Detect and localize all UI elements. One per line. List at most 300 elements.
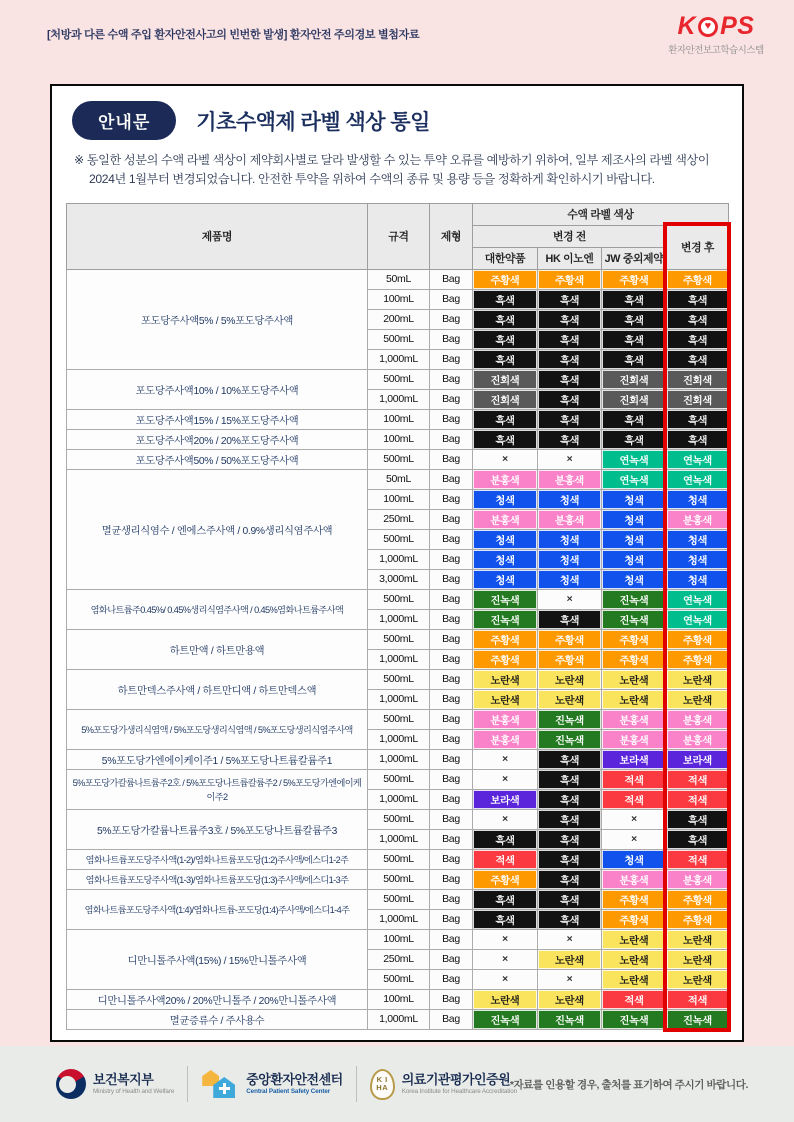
before-color-cell: 흑색: [538, 349, 602, 369]
form-cell: Bag: [430, 569, 473, 589]
before-color-cell: 흑색: [538, 849, 602, 869]
table-row: [67, 629, 729, 649]
before-color-cell: 분홍색: [602, 869, 667, 889]
before-color-cell: 주황색: [473, 649, 538, 669]
before-color-cell: 주황색: [602, 909, 667, 929]
before-color-cell: ×: [538, 589, 602, 609]
col-header-maker-1: HK 이노엔: [538, 247, 602, 269]
form-cell: Bag: [430, 749, 473, 769]
footer-divider: [187, 1066, 188, 1102]
col-header-product: 제품명: [67, 203, 368, 269]
after-color-cell: 적색: [667, 769, 729, 789]
table-head: [67, 203, 729, 269]
before-color-cell: 적색: [602, 769, 667, 789]
after-color-cell: 적색: [667, 789, 729, 809]
before-color-cell: 노란색: [602, 949, 667, 969]
before-color-cell: 진회색: [602, 389, 667, 409]
spec-cell: 500mL: [368, 369, 430, 389]
before-color-cell: 흑색: [538, 329, 602, 349]
spec-cell: 1,000mL: [368, 1009, 430, 1029]
before-color-cell: 연녹색: [602, 469, 667, 489]
form-cell: Bag: [430, 649, 473, 669]
before-color-cell: 노란색: [538, 689, 602, 709]
after-color-cell: 노란색: [667, 969, 729, 989]
spec-cell: 100mL: [368, 489, 430, 509]
kops-wordmark: [664, 14, 768, 39]
before-color-cell: 분홍색: [473, 469, 538, 489]
table-body: [67, 269, 729, 1029]
form-cell: Bag: [430, 289, 473, 309]
form-cell: Bag: [430, 1009, 473, 1029]
before-color-cell: 분홍색: [473, 509, 538, 529]
spec-cell: 250mL: [368, 509, 430, 529]
after-color-cell: 분홍색: [667, 869, 729, 889]
table-row: [67, 589, 729, 609]
spec-cell: 100mL: [368, 929, 430, 949]
before-color-cell: ×: [473, 809, 538, 829]
table-row: [67, 929, 729, 949]
before-color-cell: ×: [473, 969, 538, 989]
spec-cell: 500mL: [368, 669, 430, 689]
form-cell: Bag: [430, 349, 473, 369]
spec-cell: 500mL: [368, 529, 430, 549]
before-color-cell: 진녹색: [602, 589, 667, 609]
spec-cell: 100mL: [368, 289, 430, 309]
before-color-cell: 흑색: [538, 369, 602, 389]
spec-cell: 500mL: [368, 809, 430, 829]
before-color-cell: 흑색: [473, 409, 538, 429]
label-color-table: [66, 203, 729, 1030]
spec-cell: 250mL: [368, 949, 430, 969]
after-color-cell: 분홍색: [667, 729, 729, 749]
after-color-cell: 주황색: [667, 269, 729, 289]
after-color-cell: 주황색: [667, 889, 729, 909]
form-cell: Bag: [430, 529, 473, 549]
after-color-cell: 노란색: [667, 929, 729, 949]
spec-cell: 3,000mL: [368, 569, 430, 589]
notice-description: ※ 동일한 성분의 수액 라벨 색상이 제약회사별로 달라 발생할 수 있는 투약 오류를 예방하기 위하여, 일부 제조사의 라벨 색상이 2024년 1월부터 변경되었습니다. 안전한 투약을 위하여 수액의 종류 및 용량 등을 정확하게 확인하시기 바랍니다.: [74, 153, 710, 186]
product-cell: 하트만액 / 하트만용액: [67, 629, 368, 669]
before-color-cell: 흑색: [538, 749, 602, 769]
table-row: [67, 1009, 729, 1029]
form-cell: Bag: [430, 769, 473, 789]
product-cell: 염화나트륨주0.45%/ 0.45%생리식염주사액 / 0.45%염화나트륨주사액: [67, 589, 368, 629]
before-color-cell: 청색: [602, 549, 667, 569]
before-color-cell: 흑색: [473, 309, 538, 329]
spec-cell: 1,000mL: [368, 749, 430, 769]
before-color-cell: 흑색: [473, 909, 538, 929]
mohw-logo: [56, 1069, 174, 1099]
product-cell: 5%포도당가엔에이케이주1 / 5%포도당나트륨칼륨주1: [67, 749, 368, 769]
before-color-cell: 노란색: [473, 669, 538, 689]
before-color-cell: 흑색: [473, 289, 538, 309]
cpsc-name: 중앙환자안전센터: [246, 1071, 343, 1087]
table-row: [67, 869, 729, 889]
before-color-cell: 흑색: [473, 829, 538, 849]
before-color-cell: 주황색: [602, 649, 667, 669]
before-color-cell: 주황색: [473, 869, 538, 889]
product-cell: 포도당주사액50% / 50%포도당주사액: [67, 449, 368, 469]
table-row: [67, 369, 729, 389]
before-color-cell: 분홍색: [473, 709, 538, 729]
form-cell: Bag: [430, 389, 473, 409]
before-color-cell: 진녹색: [538, 729, 602, 749]
before-color-cell: 주황색: [473, 269, 538, 289]
form-cell: Bag: [430, 469, 473, 489]
spec-cell: 500mL: [368, 869, 430, 889]
before-color-cell: 주황색: [538, 649, 602, 669]
spec-cell: 500mL: [368, 329, 430, 349]
after-color-cell: 보라색: [667, 749, 729, 769]
before-color-cell: 흑색: [602, 409, 667, 429]
before-color-cell: 흑색: [538, 309, 602, 329]
before-color-cell: 적색: [602, 789, 667, 809]
before-color-cell: 청색: [473, 489, 538, 509]
product-cell: 5%포도당가생리식염액 / 5%포도당생리식염액 / 5%포도당생리식염주사액: [67, 709, 368, 749]
before-color-cell: 청색: [602, 529, 667, 549]
before-color-cell: 청색: [473, 549, 538, 569]
kiha-subtitle: Korea Institute for Healthcare Accreditation: [401, 1087, 518, 1095]
before-color-cell: 흑색: [538, 609, 602, 629]
before-color-cell: 보라색: [473, 789, 538, 809]
table-row: [67, 889, 729, 909]
kops-letters-ps: PS: [720, 12, 755, 40]
after-color-cell: 연녹색: [667, 589, 729, 609]
mohw-subtitle: Ministry of Health and Welfare: [93, 1087, 175, 1095]
form-cell: Bag: [430, 629, 473, 649]
before-color-cell: 적색: [473, 849, 538, 869]
before-color-cell: ×: [538, 929, 602, 949]
after-color-cell: 연녹색: [667, 449, 729, 469]
form-cell: Bag: [430, 929, 473, 949]
product-cell: 하트만덱스주사액 / 하트만디액 / 하트만덱스액: [67, 669, 368, 709]
before-color-cell: 흑색: [473, 429, 538, 449]
spec-cell: 500mL: [368, 709, 430, 729]
before-color-cell: 주황색: [473, 629, 538, 649]
col-header-before: 변경 전: [473, 225, 667, 247]
footer-divider: [356, 1066, 357, 1102]
form-cell: Bag: [430, 309, 473, 329]
spec-cell: 200mL: [368, 309, 430, 329]
heart-icon: ♥: [698, 17, 718, 37]
before-color-cell: 진녹색: [473, 609, 538, 629]
before-color-cell: 진녹색: [473, 589, 538, 609]
after-color-cell: 흑색: [667, 289, 729, 309]
before-color-cell: 청색: [538, 529, 602, 549]
product-cell: 멸균증류수 / 주사용수: [67, 1009, 368, 1029]
footer-bar: [0, 1046, 794, 1122]
form-cell: Bag: [430, 989, 473, 1009]
before-color-cell: 노란색: [473, 689, 538, 709]
after-color-cell: 흑색: [667, 349, 729, 369]
before-color-cell: 진녹색: [538, 709, 602, 729]
after-column-header: 변경 후: [667, 225, 729, 269]
form-cell: Bag: [430, 829, 473, 849]
after-color-cell: 흑색: [667, 309, 729, 329]
product-cell: 멸균생리식염수 / 엔에스주사액 / 0.9%생리식염주사액: [67, 469, 368, 589]
product-cell: 포도당주사액10% / 10%포도당주사액: [67, 369, 368, 409]
table-row: [67, 849, 729, 869]
after-color-cell: 흑색: [667, 809, 729, 829]
label-color-table-wrap: [66, 203, 728, 1030]
form-cell: Bag: [430, 489, 473, 509]
before-color-cell: ×: [473, 749, 538, 769]
before-color-cell: 흑색: [538, 289, 602, 309]
before-color-cell: ×: [538, 969, 602, 989]
before-color-cell: 흑색: [602, 329, 667, 349]
form-cell: Bag: [430, 589, 473, 609]
spec-cell: 50mL: [368, 469, 430, 489]
spec-cell: 1,000mL: [368, 789, 430, 809]
before-color-cell: 청색: [538, 569, 602, 589]
col-header-form: 제형: [430, 203, 473, 269]
form-cell: Bag: [430, 949, 473, 969]
table-row: [67, 449, 729, 469]
product-cell: 5%포도당가칼륨나트륨주2호 / 5%포도당나트륨칼륨주2 / 5%포도당가엔에이케이주2: [67, 769, 368, 809]
form-cell: Bag: [430, 549, 473, 569]
before-color-cell: 청색: [538, 489, 602, 509]
spec-cell: 500mL: [368, 969, 430, 989]
table-row: [67, 749, 729, 769]
form-cell: Bag: [430, 729, 473, 749]
cpsc-subtitle: Central Patient Safety Center: [246, 1087, 331, 1095]
before-color-cell: 노란색: [538, 989, 602, 1009]
after-color-cell: 청색: [667, 569, 729, 589]
before-color-cell: ×: [473, 449, 538, 469]
before-color-cell: 노란색: [602, 689, 667, 709]
before-color-cell: 흑색: [538, 909, 602, 929]
cpsc-logo: [201, 1068, 342, 1100]
spec-cell: 1,000mL: [368, 389, 430, 409]
before-color-cell: 노란색: [602, 669, 667, 689]
before-color-cell: 청색: [602, 509, 667, 529]
before-color-cell: 흑색: [538, 429, 602, 449]
kiha-name: 의료기관평가인증원: [401, 1071, 511, 1087]
spec-cell: 500mL: [368, 449, 430, 469]
before-color-cell: ×: [473, 769, 538, 789]
after-color-cell: 노란색: [667, 689, 729, 709]
product-cell: 디만니톨주사액20% / 20%만니톨주 / 20%만니톨주사액: [67, 989, 368, 1009]
spec-cell: 100mL: [368, 409, 430, 429]
before-color-cell: 흑색: [602, 429, 667, 449]
before-color-cell: 진회색: [602, 369, 667, 389]
form-cell: Bag: [430, 809, 473, 829]
spec-cell: 100mL: [368, 989, 430, 1009]
before-color-cell: 적색: [602, 989, 667, 1009]
before-color-cell: 흑색: [538, 869, 602, 889]
spec-cell: 500mL: [368, 629, 430, 649]
kiha-emblem-icon: K I HA: [370, 1069, 395, 1100]
after-color-cell: 주황색: [667, 649, 729, 669]
before-color-cell: 노란색: [473, 989, 538, 1009]
col-header-maker-0: 대한약품: [473, 247, 538, 269]
product-cell: 염화나트륨포도당주사액(1-3)/염화나트륨포도당(1:3)주사액/에스디1-3주: [67, 869, 368, 889]
notice-badge: 안내문: [72, 101, 176, 140]
col-header-label-color: 수액 라벨 색상: [473, 203, 729, 225]
page-title: 기초수액제 라벨 색상 통일: [196, 110, 430, 134]
before-color-cell: 주황색: [602, 629, 667, 649]
table-row: [67, 409, 729, 429]
before-color-cell: 분홍색: [602, 729, 667, 749]
product-cell: 포도당주사액15% / 15%포도당주사액: [67, 409, 368, 429]
form-cell: Bag: [430, 509, 473, 529]
before-color-cell: 흑색: [473, 329, 538, 349]
table-row: [67, 269, 729, 289]
kops-logo: [664, 14, 768, 56]
form-cell: Bag: [430, 869, 473, 889]
spec-cell: 1,000mL: [368, 649, 430, 669]
before-color-cell: 흑색: [538, 889, 602, 909]
before-color-cell: 진회색: [473, 369, 538, 389]
table-row: [67, 709, 729, 729]
form-cell: Bag: [430, 329, 473, 349]
footer-logos: [56, 1066, 517, 1102]
mohw-name: 보건복지부: [93, 1071, 154, 1087]
form-cell: Bag: [430, 709, 473, 729]
after-color-cell: 진회색: [667, 369, 729, 389]
after-color-cell: 흑색: [667, 829, 729, 849]
before-color-cell: 청색: [602, 489, 667, 509]
document-subtitle: [처방과 다른 수액 주입 환자안전사고의 빈번한 발생] 환자안전 주의경보 별첨자료: [47, 29, 420, 41]
form-cell: Bag: [430, 969, 473, 989]
after-color-cell: 흑색: [667, 329, 729, 349]
before-color-cell: 흑색: [473, 889, 538, 909]
table-row: [67, 669, 729, 689]
spec-cell: 1,000mL: [368, 829, 430, 849]
before-color-cell: 진녹색: [602, 609, 667, 629]
spec-cell: 500mL: [368, 889, 430, 909]
before-color-cell: ×: [473, 949, 538, 969]
product-cell: 염화나트륨포도당주사액(1-2)/염화나트륨포도당(1:2)주사액/에스디1-2주: [67, 849, 368, 869]
before-color-cell: 노란색: [538, 669, 602, 689]
form-cell: Bag: [430, 409, 473, 429]
after-color-cell: 흑색: [667, 409, 729, 429]
before-color-cell: 흑색: [538, 769, 602, 789]
table-row: [67, 469, 729, 489]
after-color-cell: 주황색: [667, 629, 729, 649]
before-color-cell: 흑색: [602, 289, 667, 309]
after-color-cell: 노란색: [667, 669, 729, 689]
before-color-cell: 청색: [473, 569, 538, 589]
before-color-cell: 주황색: [602, 269, 667, 289]
form-cell: Bag: [430, 689, 473, 709]
before-color-cell: 노란색: [602, 969, 667, 989]
after-color-cell: 청색: [667, 529, 729, 549]
kops-letter-k: K: [677, 12, 697, 40]
spec-cell: 1,000mL: [368, 909, 430, 929]
before-color-cell: ×: [473, 929, 538, 949]
table-row: [67, 809, 729, 829]
notice-card: [50, 84, 744, 1042]
after-color-cell: 흑색: [667, 429, 729, 449]
form-cell: Bag: [430, 789, 473, 809]
after-color-cell: 적색: [667, 989, 729, 1009]
before-color-cell: 주황색: [538, 629, 602, 649]
product-cell: 5%포도당가칼륨나트륨주3호 / 5%포도당나트륨칼륨주3: [67, 809, 368, 849]
before-color-cell: 흑색: [538, 409, 602, 429]
form-cell: Bag: [430, 669, 473, 689]
before-color-cell: 흑색: [602, 349, 667, 369]
after-color-cell: 분홍색: [667, 709, 729, 729]
product-cell: 디만니톨주사액(15%) / 15%만니톨주사액: [67, 929, 368, 989]
notice-header: [72, 101, 742, 140]
spec-cell: 1,000mL: [368, 609, 430, 629]
before-color-cell: 노란색: [602, 929, 667, 949]
before-color-cell: 진회색: [473, 389, 538, 409]
spec-cell: 500mL: [368, 849, 430, 869]
spec-cell: 1,000mL: [368, 549, 430, 569]
after-color-cell: 연녹색: [667, 609, 729, 629]
form-cell: Bag: [430, 889, 473, 909]
product-cell: 포도당주사액5% / 5%포도당주사액: [67, 269, 368, 369]
kops-logo-subtitle: 환자안전보고학습시스템: [668, 45, 764, 56]
spec-cell: 500mL: [368, 769, 430, 789]
after-color-cell: 노란색: [667, 949, 729, 969]
form-cell: Bag: [430, 269, 473, 289]
before-color-cell: 청색: [602, 569, 667, 589]
form-cell: Bag: [430, 429, 473, 449]
after-color-cell: 연녹색: [667, 469, 729, 489]
after-color-cell: 청색: [667, 489, 729, 509]
before-color-cell: 흑색: [538, 809, 602, 829]
before-color-cell: 청색: [473, 529, 538, 549]
after-color-cell: 청색: [667, 549, 729, 569]
product-cell: 염화나트륨포도당주사액(1:4)/염화나트륨-포도당(1:4)주사액/에스디1-4주: [67, 889, 368, 929]
form-cell: Bag: [430, 909, 473, 929]
spec-cell: 50mL: [368, 269, 430, 289]
before-color-cell: 진녹색: [538, 1009, 602, 1029]
before-color-cell: 청색: [538, 549, 602, 569]
table-row: [67, 769, 729, 789]
before-color-cell: 분홍색: [538, 469, 602, 489]
before-color-cell: 분홍색: [538, 509, 602, 529]
citation-note: *자료를 인용할 경우, 출처를 표기하여 주시기 바랍니다.: [509, 1078, 748, 1091]
before-color-cell: 청색: [602, 849, 667, 869]
after-color-cell: 진녹색: [667, 1009, 729, 1029]
spec-cell: 100mL: [368, 429, 430, 449]
before-color-cell: 흑색: [538, 829, 602, 849]
before-color-cell: ×: [602, 829, 667, 849]
before-color-cell: 진녹색: [473, 1009, 538, 1029]
before-color-cell: 보라색: [602, 749, 667, 769]
before-color-cell: 분홍색: [473, 729, 538, 749]
before-color-cell: 진녹색: [602, 1009, 667, 1029]
table-row: [67, 429, 729, 449]
spec-cell: 1,000mL: [368, 689, 430, 709]
before-color-cell: 흑색: [602, 309, 667, 329]
before-color-cell: 연녹색: [602, 449, 667, 469]
form-cell: Bag: [430, 849, 473, 869]
spec-cell: 500mL: [368, 589, 430, 609]
before-color-cell: 흑색: [538, 389, 602, 409]
form-cell: Bag: [430, 369, 473, 389]
form-cell: Bag: [430, 609, 473, 629]
table-row: [67, 989, 729, 1009]
after-color-cell: 적색: [667, 849, 729, 869]
form-cell: Bag: [430, 449, 473, 469]
spec-cell: 1,000mL: [368, 729, 430, 749]
col-header-maker-2: JW 중외제약: [602, 247, 667, 269]
before-color-cell: 주황색: [602, 889, 667, 909]
product-cell: 포도당주사액20% / 20%포도당주사액: [67, 429, 368, 449]
before-color-cell: 흑색: [473, 349, 538, 369]
mohw-symbol-icon: [56, 1069, 86, 1099]
kiha-logo: [370, 1069, 517, 1100]
before-color-cell: 분홍색: [602, 709, 667, 729]
after-color-cell: 주황색: [667, 909, 729, 929]
after-color-cell: 진회색: [667, 389, 729, 409]
spec-cell: 1,000mL: [368, 349, 430, 369]
